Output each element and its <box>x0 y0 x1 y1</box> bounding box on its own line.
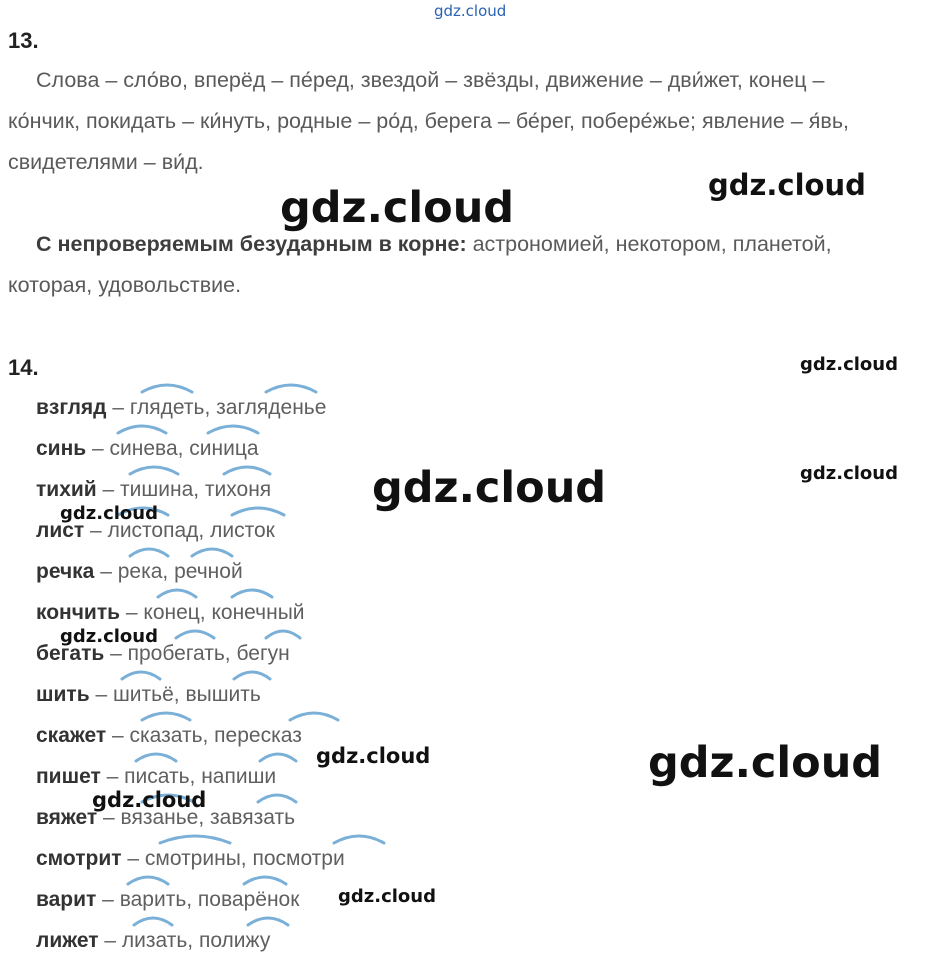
root-arc <box>130 549 168 556</box>
root-arc <box>142 713 190 720</box>
root-arc <box>142 385 192 392</box>
root-arc <box>258 795 296 802</box>
related-words: – писать, напиши <box>100 765 277 788</box>
related-words: – глядеть, загляденье <box>106 396 327 419</box>
root-word: шить <box>36 683 90 706</box>
watermark: gdz.cloud <box>60 503 158 524</box>
word-row <box>36 683 261 707</box>
word-row <box>36 396 326 420</box>
watermark: gdz.cloud <box>338 886 436 907</box>
word-row <box>36 888 299 912</box>
root-arc <box>130 467 178 474</box>
watermark: gdz.cloud <box>708 168 866 202</box>
related-words: – сказать, пересказ <box>106 724 302 747</box>
root-word: пишет <box>36 765 101 788</box>
root-arc <box>266 385 316 392</box>
root-arc <box>158 590 196 597</box>
root-arc <box>334 836 384 843</box>
task-13-line-2: ко́нчик, покидать – ки́нуть, родные – ро́д, берега – бе́рег, побере́жье; явление – я́вь, <box>8 109 850 133</box>
task-13-line-3: свидетелями – ви́д. <box>8 150 204 174</box>
root-arc <box>122 672 160 679</box>
root-arc <box>232 508 284 515</box>
task-13-number: 13. <box>8 28 39 53</box>
root-arc <box>234 672 270 679</box>
root-arc <box>192 549 232 556</box>
watermark: gdz.cloud <box>316 744 431 768</box>
root-arc <box>134 918 172 925</box>
root-arc <box>160 836 230 843</box>
root-word: речка <box>36 560 95 583</box>
related-words: – тишина, тихоня <box>96 478 272 501</box>
root-word: бегать <box>36 642 105 665</box>
word-row <box>36 478 271 502</box>
root-word: лист <box>36 519 85 542</box>
root-arc <box>136 754 176 761</box>
related-words: – смотрины, посмотри <box>121 847 345 870</box>
word-row <box>36 601 305 625</box>
watermark-top: gdz.cloud <box>434 2 507 20</box>
word-row <box>36 724 302 748</box>
related-words: – вязанье, завязать <box>97 806 296 829</box>
word-row <box>36 765 276 789</box>
root-arc <box>244 877 286 884</box>
root-word: смотрит <box>36 847 122 870</box>
watermark: gdz.cloud <box>60 626 158 647</box>
related-words: – листопад, листок <box>84 519 275 542</box>
root-word: синь <box>36 437 87 460</box>
word-row <box>36 437 259 461</box>
root-arc <box>290 713 338 720</box>
related-words: – лизать, полижу <box>98 929 271 952</box>
root-arc <box>176 631 214 638</box>
watermark: gdz.cloud <box>280 183 515 233</box>
related-words: – конец, конечный <box>120 601 305 624</box>
root-arc <box>208 426 258 433</box>
root-word: вяжет <box>36 806 98 829</box>
watermark: gdz.cloud <box>372 463 607 513</box>
word-row <box>36 847 345 871</box>
root-arc <box>248 918 288 925</box>
root-arc <box>224 467 270 474</box>
root-word: скажет <box>36 724 107 747</box>
task-13-line-5: которая, удовольствие. <box>8 273 242 297</box>
task-14-number: 14. <box>8 355 39 380</box>
root-arc <box>128 877 168 884</box>
watermark: gdz.cloud <box>800 354 898 375</box>
related-words: – варить, поварёнок <box>96 888 300 911</box>
root-arc <box>232 590 272 597</box>
root-word: варит <box>36 888 97 911</box>
root-word: кончить <box>36 601 121 624</box>
root-word: тихий <box>36 478 97 501</box>
word-row <box>36 560 243 584</box>
root-word: взгляд <box>36 396 107 419</box>
root-arc <box>260 754 296 761</box>
task-13-line-1: Слова – сло́во, вперёд – пе́ред, звездой – звёзды, движение – дви́жет, конец – <box>36 68 825 92</box>
watermark: gdz.cloud <box>648 738 883 788</box>
unverifiable-words: астрономией, некотором, планетой, <box>466 232 832 256</box>
related-words: – река, речной <box>94 560 243 583</box>
related-words: – синева, синица <box>86 437 259 460</box>
root-word: лижет <box>36 929 99 952</box>
related-words: – пробегать, бегун <box>104 642 290 665</box>
watermark: gdz.cloud <box>92 788 207 812</box>
unverifiable-heading: С непроверяемым безударным в корне: <box>36 232 467 256</box>
root-arc <box>266 631 300 638</box>
related-words: – шитьё, вышить <box>89 683 261 706</box>
task-13-line-4 <box>36 232 832 257</box>
word-row <box>36 929 270 953</box>
root-arc <box>118 426 166 433</box>
watermark: gdz.cloud <box>800 463 898 484</box>
